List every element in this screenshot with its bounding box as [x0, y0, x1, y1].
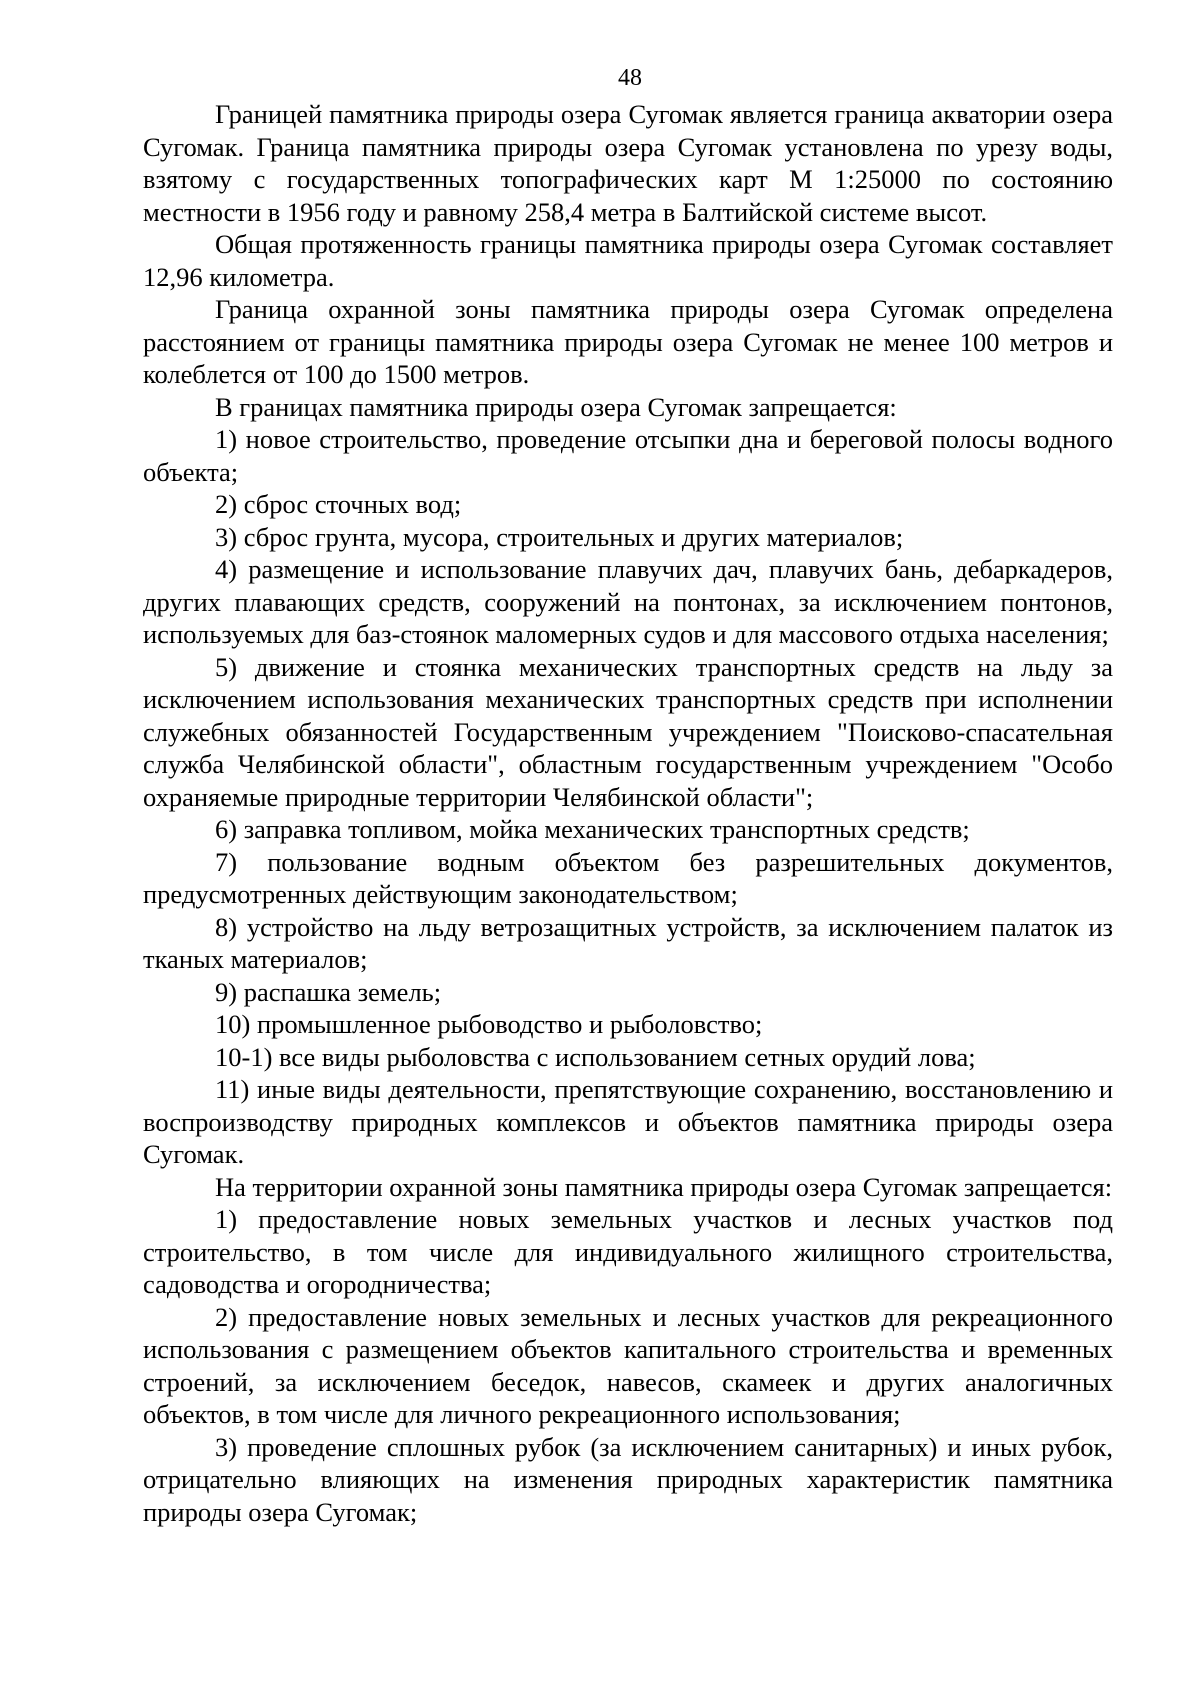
list-item: 7) пользование водным объектом без разрешительных документов, предусмотренных действующим законодательством;	[143, 846, 1113, 909]
list-item: 1) предоставление новых земельных участков и лесных участков под строительство, в том числе для индивидуального жилищного строительства, садоводства и огородничества;	[143, 1204, 1113, 1299]
page-number: 48	[618, 65, 642, 91]
list-item: 2) предоставление новых земельных и лесных участков для рекреационного использования с размещением объектов капитального строительства и временных строений, за исключением беседок, навесов, скамеек и других аналогичных объектов, в том числе для личного рекреационного использования;	[143, 1301, 1113, 1429]
paragraph-length: Общая протяженность границы памятника природы озера Сугомак составляет 12,96 километра.	[143, 229, 1113, 292]
paragraph-boundary: Границей памятника природы озера Сугомак является граница акватории озера Сугомак. Граница памятника природы озера Сугомак установлена по урезу воды, взятому с государственных топографических карт М 1:25000 по состоянию местности в 1956 году и равному 258,4 метра в Балтийской системе высот.	[143, 99, 1113, 227]
list-item: 6) заправка топливом, мойка механических транспортных средств;	[215, 814, 970, 844]
list-item: 1) новое строительство, проведение отсыпки дна и береговой полосы водного объекта;	[143, 424, 1113, 487]
list-item: 10) промышленное рыбоводство и рыболовство;	[215, 1009, 763, 1039]
list-item: 2) сброс сточных вод;	[215, 489, 462, 519]
paragraph-monument-prohibitions-intro: В границах памятника природы озера Сугомак запрещается:	[215, 391, 897, 422]
list-item: 8) устройство на льду ветрозащитных устройств, за исключением палаток из тканых материалов;	[143, 911, 1113, 974]
list-item: 11) иные виды деятельности, препятствующие сохранению, восстановлению и воспроизводству природных комплексов и объектов памятника природы озера Сугомак.	[143, 1074, 1113, 1169]
list-item: 10-1) все виды рыболовства с использованием сетных орудий лова;	[215, 1041, 976, 1072]
paragraph-protection-zone: Граница охранной зоны памятника природы озера Сугомак определена расстоянием от границы памятника природы озера Сугомак не менее 100 метров и колеблется от 100 до 1500 метров.	[143, 294, 1113, 389]
list-item: 9) распашка земель;	[215, 976, 442, 1007]
list-item: 4) размещение и использование плавучих дач, плавучих бань, дебаркадеров, других плавающих средств, сооружений на понтонах, за исключением понтонов, используемых для баз-стоянок маломерных судов и для массового отдыха населения;	[143, 554, 1113, 649]
document-body	[143, 98, 1113, 1528]
list-item: 3) проведение сплошных рубок (за исключением санитарных) и иных рубок, отрицательно влияющих на изменения природных характеристик памятника природы озера Сугомак;	[143, 1431, 1113, 1527]
paragraph-zone-prohibitions-intro: На территории охранной зоны памятника природы озера Сугомак запрещается:	[215, 1171, 1113, 1202]
list-item: 3) сброс грунта, мусора, строительных и других материалов;	[215, 521, 904, 552]
list-item: 5) движение и стоянка механических транспортных средств на льду за исключением использования механических транспортных средств при исполнении служебных обязанностей Государственным учреждением "Поисково-спасательная служба Челябинской области", областным государственным учреждением "Особо охраняемые природные территории Челябинской области";	[143, 651, 1113, 812]
